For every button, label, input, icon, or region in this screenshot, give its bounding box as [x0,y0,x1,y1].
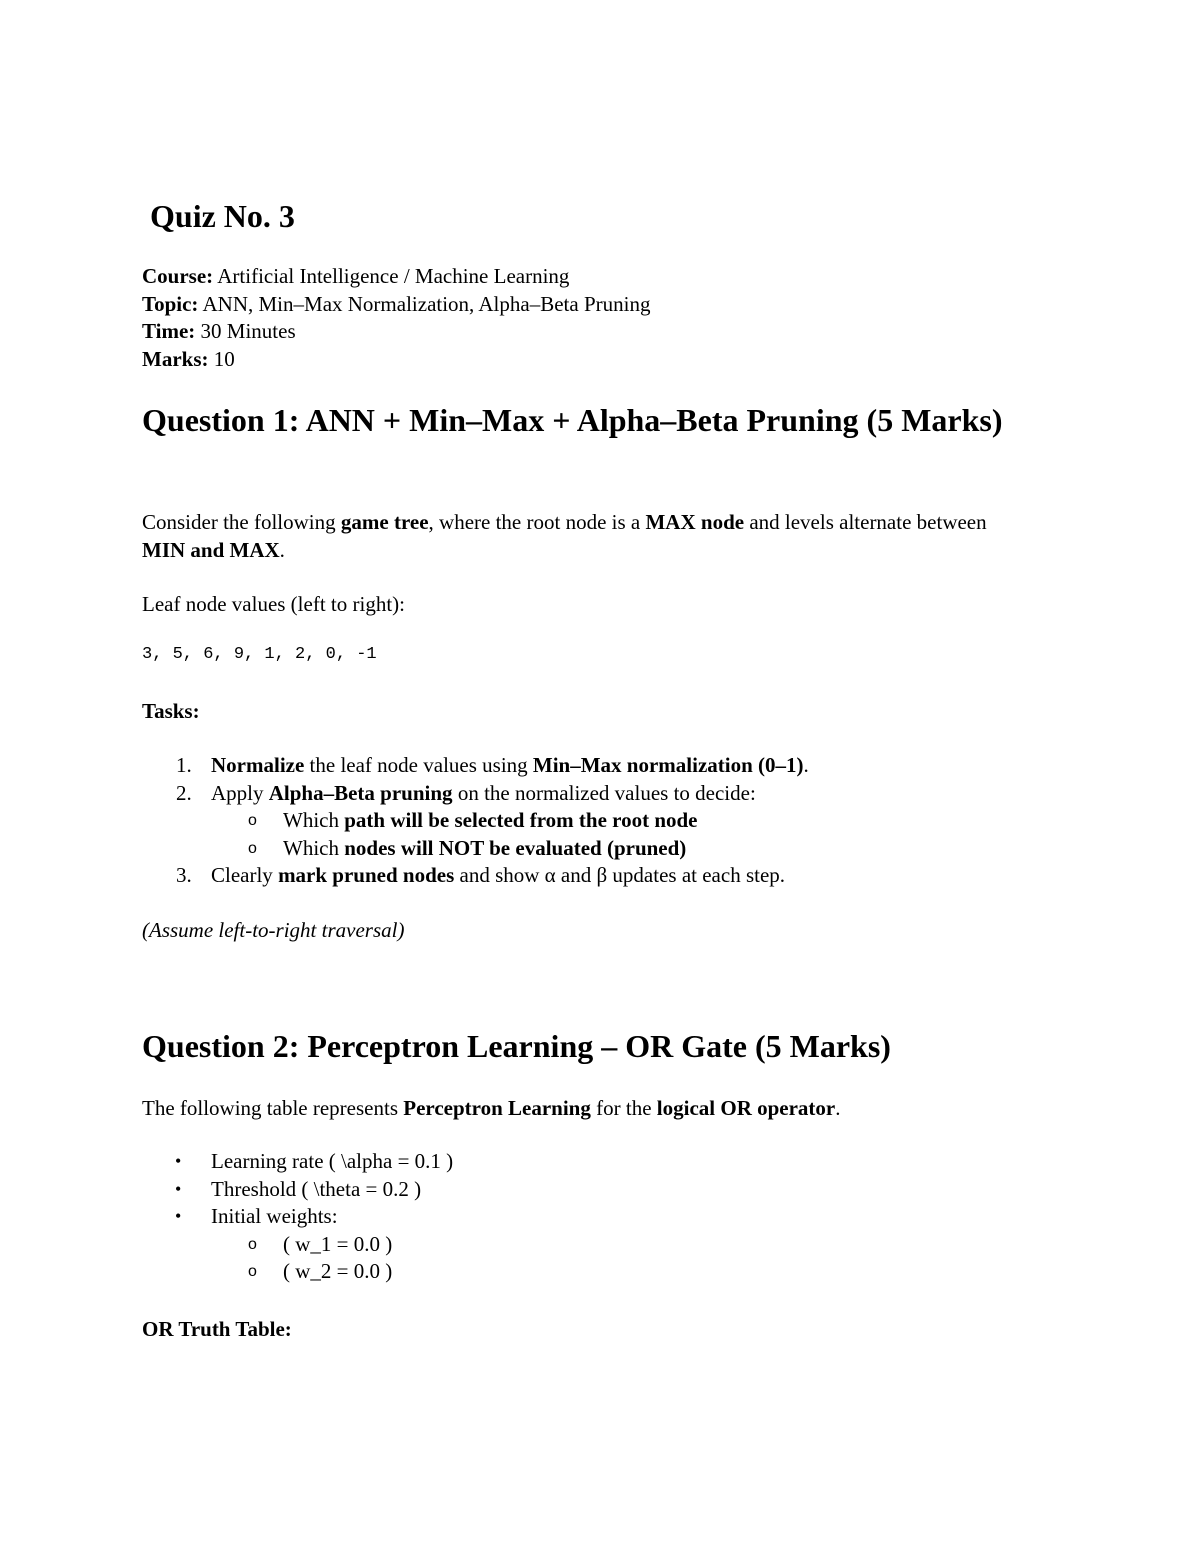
subitem-plain: Which [283,835,345,860]
intro-text: and levels alternate between [744,510,987,534]
param-learning-rate [142,1148,1022,1176]
circle-bullet-icon: o [248,839,257,857]
param-threshold [142,1176,1022,1204]
task-plain: Clearly [211,863,279,887]
intro-text: , where the root node is a [428,510,646,534]
meta-course [142,263,650,291]
param-text: Threshold ( \theta = 0.2 ) [211,1176,422,1201]
quiz-meta [142,263,650,373]
subitem-text [283,807,698,835]
task-subitem-2 [142,835,1022,863]
task-plain: and show α and β updates at each step. [454,863,786,887]
question2-intro [142,1094,1022,1122]
intro-bold-game-tree: game tree [340,510,429,534]
task-plain: . [803,753,809,777]
meta-topic [142,291,650,319]
param-initial-weights [142,1203,1022,1231]
traversal-note: (Assume left-to-right traversal) [142,918,405,942]
task-number: 1. [176,753,192,777]
subitem-bold: path will be selected from the root node [344,808,698,832]
task-text [211,752,809,780]
meta-course-label: Course: [142,264,214,288]
meta-topic-label: Topic: [142,291,199,316]
subitem-plain: Which [283,808,345,832]
task-plain: Apply [211,780,269,805]
bullet-icon: • [175,1206,182,1226]
task-plain: the leaf node values using [304,753,533,777]
intro-bold-or-operator: logical OR operator [656,1096,836,1120]
intro-text: . [279,538,285,562]
task-number: 3. [176,863,192,887]
task-text [211,780,756,808]
meta-course-value: Artificial Intelligence / Machine Learning [213,264,570,288]
question1-intro [142,508,1022,564]
parameters-list [142,1148,1022,1286]
task-item-2 [142,780,1022,808]
intro-text: Consider the following [142,510,341,534]
intro-bold-max-node: MAX node [645,510,745,534]
meta-time-value: 30 Minutes [195,319,296,343]
circle-bullet-icon: o [248,1263,257,1280]
subitem-bold: nodes will NOT be evaluated (pruned) [344,835,687,860]
meta-marks-label: Marks: [142,346,209,371]
meta-topic-value: ANN, Min–Max Normalization, Alpha–Beta Pruning [198,291,651,316]
leaf-values-code: 3, 5, 6, 9, 1, 2, 0, -1 [142,645,377,664]
intro-text: . [835,1096,841,1120]
weight-w1 [142,1231,1022,1259]
meta-marks [142,346,650,374]
task-bold: Min–Max normalization (0–1) [532,753,804,777]
weight-w2 [142,1258,1022,1286]
bullet-icon: • [175,1178,182,1199]
weight-text: ( w_2 = 0.0 ) [283,1259,393,1283]
question1-heading: Question 1: ANN + Min–Max + Alpha–Beta Pruning (5 Marks) [142,402,1003,438]
meta-time [142,318,650,346]
task-item-1 [142,752,1022,780]
intro-text: for the [590,1096,657,1120]
circle-bullet-icon: o [248,812,257,829]
weight-text: ( w_1 = 0.0 ) [283,1231,393,1256]
task-bold: Normalize [211,753,305,777]
question2-heading: Question 2: Perceptron Learning – OR Gate (5 Marks) [142,1028,891,1064]
task-plain: on the normalized values to decide: [452,780,756,805]
task-text [211,862,785,890]
tasks-list [142,752,1022,890]
task-bold: mark pruned nodes [278,863,455,887]
task-item-3 [142,862,1022,890]
circle-bullet-icon: o [248,1235,257,1253]
tasks-heading: Tasks: [142,699,200,723]
meta-time-label: Time: [142,319,196,343]
task-bold: Alpha–Beta pruning [268,780,453,805]
intro-bold-min-max: MIN and MAX [142,538,280,562]
meta-marks-value: 10 [208,346,235,371]
intro-bold-perceptron: Perceptron Learning [403,1096,591,1120]
task-subitem-1 [142,807,1022,835]
subitem-text [283,835,686,863]
quiz-title: Quiz No. 3 [150,198,295,234]
param-text: Initial weights: [211,1204,338,1228]
leaf-values-label: Leaf node values (left to right): [142,592,405,616]
intro-text: The following table represents [142,1096,404,1120]
bullet-icon: • [175,1151,182,1171]
param-text: Learning rate ( \alpha = 0.1 ) [211,1149,454,1173]
task-number: 2. [176,780,192,805]
or-truth-table-heading: OR Truth Table: [142,1317,292,1341]
